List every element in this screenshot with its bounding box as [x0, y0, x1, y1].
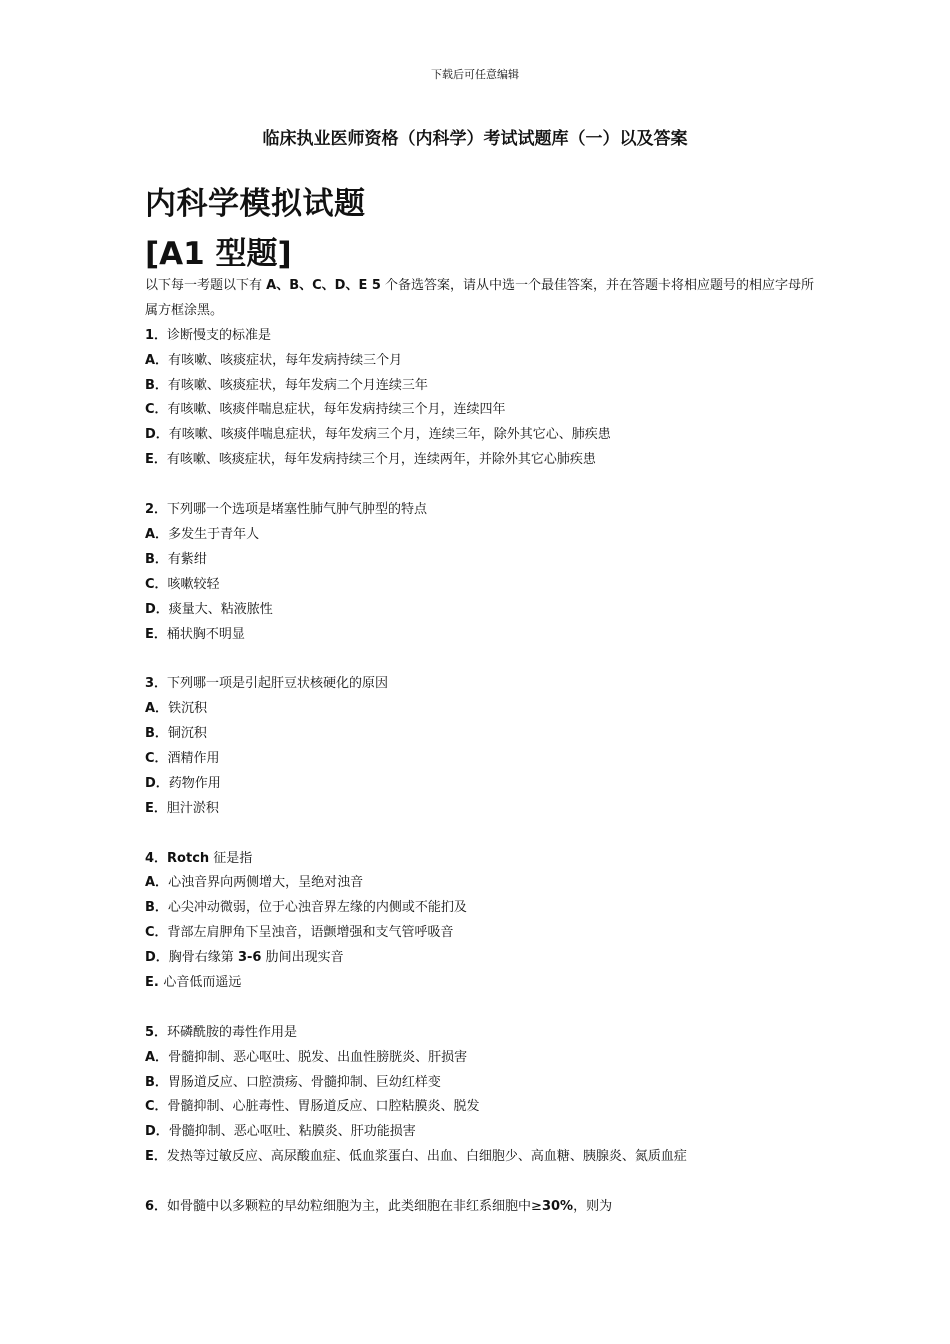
option-text-pre: 胸骨右缘第 — [168, 950, 238, 966]
option-key: D． — [145, 1124, 169, 1140]
question-text: 诊断慢支的标准是 — [167, 327, 272, 343]
answer-option — [145, 374, 825, 399]
question-text-bold: 30% — [541, 1198, 574, 1214]
question-number: 1． — [145, 327, 168, 343]
option-key: A． — [145, 1049, 169, 1065]
question-number: 5． — [145, 1024, 168, 1040]
document-title: 临床执业医师资格（内科学）考试试题库（一）以及答案 — [262, 129, 688, 149]
question-text: 征是指 — [209, 850, 253, 866]
option-key: B． — [145, 900, 168, 916]
option-text-bold: 3-6 — [237, 950, 262, 966]
question-stem — [145, 847, 825, 872]
option-key: E． — [145, 626, 167, 642]
question-text-pre: 如骨髓中以多颗粒的早幼粒细胞为主，此类细胞在非红系细胞中≥ — [167, 1198, 542, 1214]
option-text: 有咳嗽、咳痰症状，每年发病持续三个月 — [168, 352, 403, 368]
question-text: ，则为 — [573, 1198, 613, 1214]
option-key: E． — [145, 452, 167, 468]
option-text: 有咳嗽、咳痰症状，每年发病二个月连续三年 — [167, 377, 428, 393]
option-key: B． — [145, 1074, 168, 1090]
answer-option — [145, 871, 825, 896]
option-key: C． — [145, 750, 168, 766]
option-text: 胆汁淤积 — [166, 800, 219, 816]
question-number: 6． — [145, 1198, 168, 1214]
spacer — [145, 473, 825, 498]
option-text: 发热等过敏反应、高尿酸血症、低血浆蛋白、出血、白细胞少、高血糖、胰腺炎、氮质血症 — [166, 1149, 687, 1165]
answer-option — [145, 722, 825, 747]
option-text: 心尖冲动微弱，位于心浊音界左缘的内侧或不能扪及 — [167, 900, 467, 916]
answer-option — [145, 921, 825, 946]
answer-option — [145, 1046, 825, 1071]
answer-option — [145, 523, 825, 548]
answer-option — [145, 573, 825, 598]
question-stem — [145, 672, 825, 697]
question-number: 4． — [145, 850, 168, 866]
question-text-bold: Rotch — [167, 850, 210, 866]
option-key: E． — [145, 800, 167, 816]
spacer — [145, 822, 825, 847]
option-text: 骨髓抑制、恶心呕吐、脱发、出血性膀胱炎、肝损害 — [168, 1049, 468, 1065]
option-text: 有紫绀 — [167, 551, 207, 567]
option-key: D． — [145, 775, 169, 791]
option-key: E． — [145, 1149, 167, 1165]
instructions — [145, 274, 825, 324]
option-text: 桶状胸不明显 — [166, 626, 245, 642]
option-text: 铁沉积 — [168, 701, 208, 717]
instructions-post: 个备选答案，请从中选一个最佳答案，并在答题卡将相应题号的相应字母所属方框涂黑。 — [145, 278, 815, 318]
option-key: A． — [145, 352, 169, 368]
option-key: C． — [145, 402, 168, 418]
question-type-title: [A1 型题] — [145, 236, 292, 272]
answer-option — [145, 598, 825, 623]
option-text: 心音低而遥远 — [163, 974, 242, 990]
section-title: 内科学模拟试题 — [145, 186, 366, 222]
question-stem — [145, 498, 825, 523]
option-text: 铜沉积 — [167, 726, 207, 742]
option-text: 痰量大、粘液脓性 — [168, 601, 273, 617]
option-text: 肋间出现实音 — [261, 950, 344, 966]
answer-option — [145, 398, 825, 423]
option-key: B． — [145, 377, 168, 393]
spacer — [145, 996, 825, 1021]
option-text: 有咳嗽、咳痰伴喘息症状，每年发病三个月，连续三年，除外其它心、肺疾患 — [168, 427, 611, 443]
question-stem — [145, 1021, 825, 1046]
option-text: 骨髓抑制、恶心呕吐、粘膜炎、肝功能损害 — [168, 1124, 416, 1140]
option-key: D． — [145, 601, 169, 617]
answer-option — [145, 971, 825, 996]
answer-option — [145, 772, 825, 797]
option-text: 骨髓抑制、心脏毒性、胃肠道反应、口腔粘膜炎、脱发 — [167, 1099, 480, 1115]
answer-option — [145, 1095, 825, 1120]
option-key: A． — [145, 701, 169, 717]
spacer — [145, 1170, 825, 1195]
answer-option — [145, 448, 825, 473]
option-text: 酒精作用 — [167, 750, 220, 766]
option-key: C． — [145, 1099, 168, 1115]
option-text: 心浊音界向两侧增大，呈绝对浊音 — [168, 875, 364, 891]
question-number: 3． — [145, 676, 168, 692]
option-text: 有咳嗽、咳痰伴喘息症状，每年发病持续三个月，连续四年 — [167, 402, 506, 418]
option-text: 背部左肩胛角下呈浊音，语颤增强和支气管呼吸音 — [167, 925, 454, 941]
answer-option — [145, 797, 825, 822]
answer-option — [145, 548, 825, 573]
answer-option — [145, 623, 825, 648]
instructions-pre: 以下每一考题以下有 — [145, 278, 267, 293]
option-key: E. — [145, 974, 164, 990]
answer-option — [145, 423, 825, 448]
instructions-keys: A、B、C、D、E 5 — [266, 278, 381, 293]
header-note: 下载后可任意编辑 — [431, 68, 519, 81]
answer-option — [145, 1071, 825, 1096]
option-key: B． — [145, 551, 168, 567]
question-number: 2． — [145, 502, 168, 518]
option-text: 药物作用 — [168, 775, 221, 791]
option-key: C． — [145, 576, 168, 592]
option-key: C． — [145, 925, 168, 941]
option-key: D． — [145, 427, 169, 443]
answer-option — [145, 896, 825, 921]
answer-option — [145, 1145, 825, 1170]
option-text: 咳嗽较轻 — [167, 576, 220, 592]
answer-option — [145, 747, 825, 772]
question-content — [145, 274, 825, 1220]
answer-option — [145, 1120, 825, 1145]
option-text: 有咳嗽、咳痰症状，每年发病持续三个月，连续两年，并除外其它心肺疾患 — [166, 452, 596, 468]
option-key: B． — [145, 726, 168, 742]
question-text: 环磷酰胺的毒性作用是 — [167, 1024, 298, 1040]
spacer — [145, 647, 825, 672]
answer-option — [145, 697, 825, 722]
option-key: A． — [145, 526, 169, 542]
answer-option — [145, 349, 825, 374]
answer-option — [145, 946, 825, 971]
question-text: 下列哪一项是引起肝豆状核硬化的原因 — [167, 676, 389, 692]
option-text: 多发生于青年人 — [168, 526, 260, 542]
question-stem — [145, 324, 825, 349]
option-key: D． — [145, 950, 169, 966]
option-key: A． — [145, 875, 169, 891]
question-stem — [145, 1195, 825, 1220]
question-text: 下列哪一个选项是堵塞性肺气肿气肿型的特点 — [167, 502, 428, 518]
option-text: 胃肠道反应、口腔溃疡、骨髓抑制、巨幼红样变 — [167, 1074, 441, 1090]
